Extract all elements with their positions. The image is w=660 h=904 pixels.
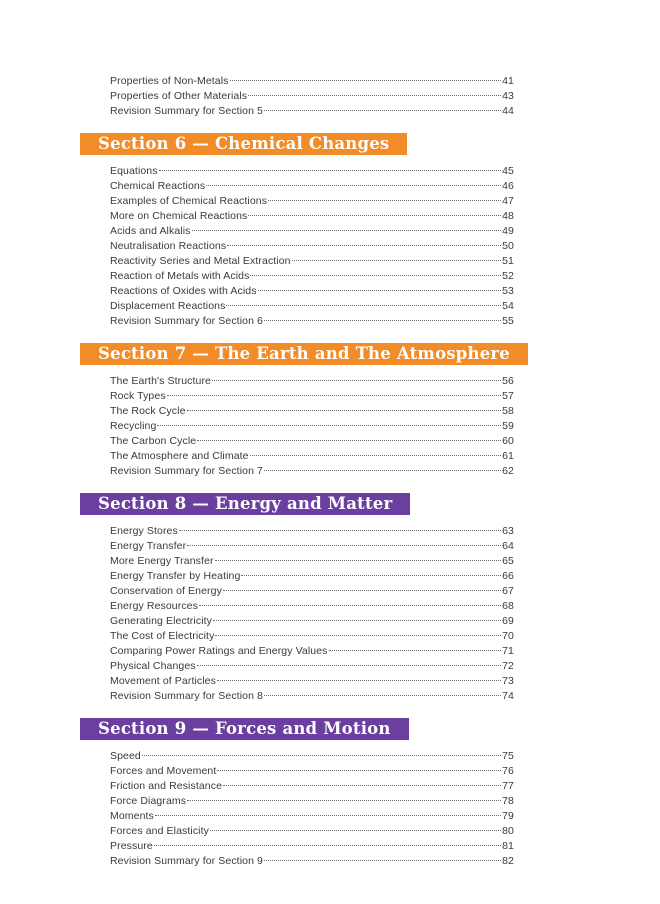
dot-leader bbox=[264, 110, 501, 111]
toc-entry-page: 45 bbox=[502, 165, 514, 177]
toc-entry[interactable] bbox=[110, 419, 514, 434]
toc-entry-page: 69 bbox=[502, 615, 514, 627]
dot-leader bbox=[155, 815, 501, 816]
toc-entry-title: Speed bbox=[110, 750, 141, 762]
toc-entry-title: Properties of Non-Metals bbox=[110, 75, 229, 87]
toc-entry[interactable] bbox=[110, 314, 514, 329]
section-5-continued bbox=[0, 74, 660, 119]
dot-leader bbox=[187, 545, 501, 546]
dot-leader bbox=[212, 380, 501, 381]
dot-leader bbox=[250, 275, 501, 276]
toc-entry-page: 58 bbox=[502, 405, 514, 417]
toc-entry-page: 82 bbox=[502, 855, 514, 867]
toc-entry-page: 70 bbox=[502, 630, 514, 642]
toc-entry-page: 81 bbox=[502, 840, 514, 852]
toc-entry[interactable] bbox=[110, 389, 514, 404]
toc-entry-page: 80 bbox=[502, 825, 514, 837]
toc-entry-page: 79 bbox=[502, 810, 514, 822]
toc-entry[interactable] bbox=[110, 524, 514, 539]
toc-entry-page: 68 bbox=[502, 600, 514, 612]
toc-entry-page: 67 bbox=[502, 585, 514, 597]
dot-leader bbox=[142, 755, 501, 756]
dot-leader bbox=[167, 395, 501, 396]
section-7 bbox=[0, 343, 660, 479]
toc-entry-page: 49 bbox=[502, 225, 514, 237]
section-8 bbox=[0, 493, 660, 704]
toc-entry[interactable] bbox=[110, 749, 514, 764]
dot-leader bbox=[329, 650, 502, 651]
toc-entry-title: Forces and Elasticity bbox=[110, 825, 209, 837]
toc-list bbox=[0, 524, 514, 704]
toc-entry-page: 72 bbox=[502, 660, 514, 672]
toc-entry-page: 61 bbox=[502, 450, 514, 462]
dot-leader bbox=[223, 590, 501, 591]
dot-leader bbox=[187, 410, 502, 411]
toc-entry-title: Friction and Resistance bbox=[110, 780, 223, 792]
toc-entry[interactable] bbox=[110, 299, 514, 314]
toc-entry-title: Energy Resources bbox=[110, 600, 198, 612]
dot-leader bbox=[264, 320, 501, 321]
dot-leader bbox=[210, 830, 501, 831]
toc-entry-title: More Energy Transfer bbox=[110, 555, 214, 567]
toc-entry-title: Force Diagrams bbox=[110, 795, 187, 807]
dot-leader bbox=[159, 170, 502, 171]
toc-entry[interactable] bbox=[110, 839, 514, 854]
toc-entry-title: Moments bbox=[110, 810, 154, 822]
toc-entry-title: Conservation of Energy bbox=[110, 585, 222, 597]
dot-leader bbox=[230, 80, 502, 81]
toc-entry[interactable] bbox=[110, 809, 514, 824]
toc-list bbox=[0, 374, 514, 479]
toc-entry-title: Revision Summary for Section 6 bbox=[110, 315, 263, 327]
toc-entry[interactable] bbox=[110, 449, 514, 464]
dot-leader bbox=[199, 605, 501, 606]
dot-leader bbox=[154, 845, 501, 846]
toc-entry-page: 65 bbox=[502, 555, 514, 567]
toc-entry[interactable] bbox=[110, 209, 514, 224]
toc-entry-page: 73 bbox=[502, 675, 514, 687]
toc-entry-page: 57 bbox=[502, 390, 514, 402]
toc-entry-title: The Earth's Structure bbox=[110, 375, 211, 387]
toc-entry-page: 55 bbox=[502, 315, 514, 327]
toc-entry[interactable] bbox=[110, 179, 514, 194]
toc-entry[interactable] bbox=[110, 854, 514, 869]
toc-entry-page: 62 bbox=[502, 465, 514, 477]
toc-entry-title: Pressure bbox=[110, 840, 153, 852]
toc-entry[interactable] bbox=[110, 464, 514, 479]
toc-entry[interactable] bbox=[110, 794, 514, 809]
toc-entry-page: 46 bbox=[502, 180, 514, 192]
section-heading: Section 9 — Forces and Motion bbox=[80, 718, 409, 740]
toc-list bbox=[0, 164, 514, 329]
section-9 bbox=[0, 718, 660, 869]
toc-entry-page: 51 bbox=[502, 255, 514, 267]
toc-entry[interactable] bbox=[110, 614, 514, 629]
toc-entry[interactable] bbox=[110, 104, 514, 119]
toc-entry-title: Displacement Reactions bbox=[110, 300, 226, 312]
toc-entry-title: The Carbon Cycle bbox=[110, 435, 197, 447]
toc-entry-page: 63 bbox=[502, 525, 514, 537]
toc-entry[interactable] bbox=[110, 269, 514, 284]
toc-entry-page: 44 bbox=[502, 105, 514, 117]
toc-entry[interactable] bbox=[110, 569, 514, 584]
toc-entry-title: Neutralisation Reactions bbox=[110, 240, 227, 252]
dot-leader bbox=[217, 770, 501, 771]
toc-entry[interactable] bbox=[110, 224, 514, 239]
toc-entry-title: Energy Stores bbox=[110, 525, 178, 537]
dot-leader bbox=[215, 560, 502, 561]
toc-entry[interactable] bbox=[110, 434, 514, 449]
toc-entry-title: Energy Transfer by Heating bbox=[110, 570, 241, 582]
toc-entry[interactable] bbox=[110, 164, 514, 179]
toc-entry[interactable] bbox=[110, 404, 514, 419]
toc-entry-title: The Cost of Electricity bbox=[110, 630, 215, 642]
dot-leader bbox=[179, 530, 501, 531]
toc-entry[interactable] bbox=[110, 584, 514, 599]
toc-entry-page: 64 bbox=[502, 540, 514, 552]
toc-entry-title: Rock Types bbox=[110, 390, 166, 402]
toc-entry-page: 41 bbox=[502, 75, 514, 87]
toc-entry-title: Comparing Power Ratings and Energy Values bbox=[110, 645, 328, 657]
toc-entry-title: Revision Summary for Section 8 bbox=[110, 690, 263, 702]
toc-entry[interactable] bbox=[110, 239, 514, 254]
toc-entry-title: Generating Electricity bbox=[110, 615, 212, 627]
toc-entry-title: Forces and Movement bbox=[110, 765, 217, 777]
toc-entry-title: Reactivity Series and Metal Extraction bbox=[110, 255, 291, 267]
toc-entry-page: 60 bbox=[502, 435, 514, 447]
dot-leader bbox=[215, 635, 501, 636]
toc-entry-title: Physical Changes bbox=[110, 660, 196, 672]
toc-entry-page: 53 bbox=[502, 285, 514, 297]
toc-entry[interactable] bbox=[110, 674, 514, 689]
toc-entry-page: 66 bbox=[502, 570, 514, 582]
toc-entry-title: The Rock Cycle bbox=[110, 405, 186, 417]
dot-leader bbox=[264, 860, 501, 861]
toc-entry[interactable] bbox=[110, 824, 514, 839]
toc-entry[interactable] bbox=[110, 89, 514, 104]
toc-entry[interactable] bbox=[110, 194, 514, 209]
toc-list bbox=[0, 749, 514, 869]
toc-entry-title: Reaction of Metals with Acids bbox=[110, 270, 250, 282]
toc-entry-page: 56 bbox=[502, 375, 514, 387]
section-heading: Section 6 — Chemical Changes bbox=[80, 133, 407, 155]
toc-entry-page: 76 bbox=[502, 765, 514, 777]
dot-leader bbox=[248, 95, 501, 96]
toc-entry[interactable] bbox=[110, 689, 514, 704]
toc-entry-title: Reactions of Oxides with Acids bbox=[110, 285, 257, 297]
toc-entry-page: 75 bbox=[502, 750, 514, 762]
toc-entry-title: Revision Summary for Section 9 bbox=[110, 855, 263, 867]
toc-entry-title: Movement of Particles bbox=[110, 675, 216, 687]
toc-entry-title: Examples of Chemical Reactions bbox=[110, 195, 268, 207]
toc-entry-page: 43 bbox=[502, 90, 514, 102]
toc-entry[interactable] bbox=[110, 599, 514, 614]
dot-leader bbox=[217, 680, 501, 681]
dot-leader bbox=[258, 290, 502, 291]
dot-leader bbox=[192, 230, 502, 231]
toc-entry-title: Energy Transfer bbox=[110, 540, 187, 552]
dot-leader bbox=[197, 440, 501, 441]
toc-entry[interactable] bbox=[110, 644, 514, 659]
section-heading: Section 7 — The Earth and The Atmosphere bbox=[80, 343, 528, 365]
toc-entry-title: The Atmosphere and Climate bbox=[110, 450, 249, 462]
toc-entry-page: 78 bbox=[502, 795, 514, 807]
toc-entry[interactable] bbox=[110, 539, 514, 554]
dot-leader bbox=[292, 260, 501, 261]
toc-entry-page: 54 bbox=[502, 300, 514, 312]
toc-entry-title: More on Chemical Reactions bbox=[110, 210, 248, 222]
dot-leader bbox=[241, 575, 501, 576]
dot-leader bbox=[248, 215, 501, 216]
dot-leader bbox=[250, 455, 502, 456]
toc-entry-page: 50 bbox=[502, 240, 514, 252]
dot-leader bbox=[223, 785, 501, 786]
section-heading: Section 8 — Energy and Matter bbox=[80, 493, 410, 515]
toc-entry[interactable] bbox=[110, 764, 514, 779]
dot-leader bbox=[264, 695, 501, 696]
toc-entry[interactable] bbox=[110, 374, 514, 389]
section-6 bbox=[0, 133, 660, 329]
toc-entry[interactable] bbox=[110, 254, 514, 269]
toc-entry-page: 74 bbox=[502, 690, 514, 702]
toc-entry-title: Chemical Reactions bbox=[110, 180, 206, 192]
table-of-contents bbox=[0, 74, 660, 869]
dot-leader bbox=[226, 305, 501, 306]
toc-entry-title: Equations bbox=[110, 165, 158, 177]
toc-entry[interactable] bbox=[110, 779, 514, 794]
dot-leader bbox=[206, 185, 501, 186]
toc-entry-page: 47 bbox=[502, 195, 514, 207]
toc-entry-page: 48 bbox=[502, 210, 514, 222]
toc-entry-page: 71 bbox=[502, 645, 514, 657]
toc-entry-page: 59 bbox=[502, 420, 514, 432]
toc-entry[interactable] bbox=[110, 74, 514, 89]
toc-entry[interactable] bbox=[110, 659, 514, 674]
toc-entry-page: 52 bbox=[502, 270, 514, 282]
toc-entry-title: Revision Summary for Section 5 bbox=[110, 105, 263, 117]
toc-entry[interactable] bbox=[110, 284, 514, 299]
dot-leader bbox=[268, 200, 501, 201]
toc-entry-title: Properties of Other Materials bbox=[110, 90, 248, 102]
dot-leader bbox=[187, 800, 501, 801]
toc-entry[interactable] bbox=[110, 629, 514, 644]
dot-leader bbox=[264, 470, 501, 471]
dot-leader bbox=[227, 245, 501, 246]
dot-leader bbox=[157, 425, 501, 426]
toc-entry-title: Acids and Alkalis bbox=[110, 225, 191, 237]
toc-entry[interactable] bbox=[110, 554, 514, 569]
toc-entry-page: 77 bbox=[502, 780, 514, 792]
toc-list bbox=[0, 74, 514, 119]
dot-leader bbox=[197, 665, 501, 666]
toc-entry-title: Recycling bbox=[110, 420, 157, 432]
toc-entry-title: Revision Summary for Section 7 bbox=[110, 465, 263, 477]
dot-leader bbox=[213, 620, 501, 621]
